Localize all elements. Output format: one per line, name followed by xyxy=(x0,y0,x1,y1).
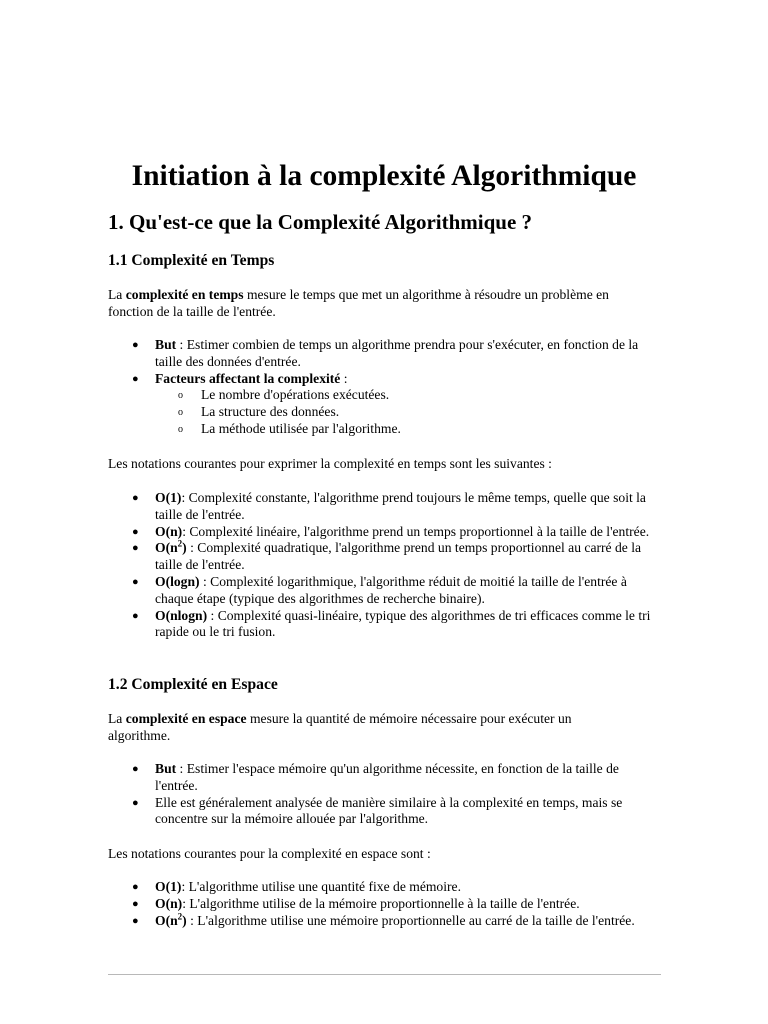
bullet-icon: ● xyxy=(132,796,139,809)
bullet-icon: ● xyxy=(132,609,139,622)
time-complexity-intro: La complexité en temps mesure le temps que met un algorithme à résoudre un problème en fonction de la taille de l'entrée. xyxy=(108,287,609,319)
time-notations-intro: Les notations courantes pour exprimer la complexité en temps sont les suivantes : xyxy=(108,456,552,471)
bullet-icon: ● xyxy=(132,575,139,588)
bullet-icon: ● xyxy=(132,542,139,555)
section-1-2-heading: 1.2 Complexité en Espace xyxy=(108,676,278,693)
list-item: ● $O(n^2)$ : Complexité quadratique, l'algorithme prend un temps proportionnel au carré de la taille de l'entrée. xyxy=(132,538,642,573)
page-title: Initiation à la complexité Algorithmique xyxy=(131,160,637,192)
sublist-item: o La méthode utilisée par l'algorithme. xyxy=(201,421,655,438)
bullet-icon: ● xyxy=(132,763,139,775)
bullet-icon: ● xyxy=(132,492,139,504)
list-item: ● O(n): L'algorithme utilise de la mémoire proportionnelle à la taille de l'entrée. xyxy=(132,895,580,911)
list-item: ● O(nlogn) : Complexité quasi-linéaire, typique des algorithmes de tri efficaces comme le tri rapide ou le tri fusion. xyxy=(132,607,651,640)
section-1-heading: 1. Qu'est-ce que la Complexité Algorithmique ? xyxy=(108,210,533,234)
time-notations-list xyxy=(132,490,655,641)
space-notations-intro: Les notations courantes pour la complexité en espace sont : xyxy=(108,846,431,861)
circle-bullet-icon: o xyxy=(178,407,183,419)
bullet-icon: ● xyxy=(132,525,139,538)
bullet-icon: ● xyxy=(132,372,139,385)
circle-bullet-icon: o xyxy=(178,423,183,435)
circle-bullet-icon: o xyxy=(178,390,183,402)
list-item: ● But : Estimer l'espace mémoire qu'un algorithme nécessite, en fonction de la taille de l'entrée. xyxy=(132,761,619,793)
list-item: ● O(1): L'algorithme utilise une quantité fixe de mémoire. xyxy=(132,879,461,894)
list-item: ● O(1): Complexité constante, l'algorithme prend toujours le même temps, quelle que soit la taille de l'entrée. xyxy=(132,490,646,522)
space-notations-list xyxy=(132,879,655,929)
list-item: ● O(n): Complexité linéaire, l'algorithme prend un temps proportionnel à la taille de l'entrée. xyxy=(132,523,650,539)
bullet-icon: ● xyxy=(132,914,139,927)
list-item: ● Facteurs affectant la complexité : o Le nombre d'opérations exécutées. o La structure des données. o La méthode utilisée par l'algorithme. xyxy=(155,371,655,438)
space-goal-list xyxy=(132,761,655,828)
factors-sublist xyxy=(155,387,655,437)
space-complexity-intro: La complexité en espace mesure la quantité de mémoire nécessaire pour exécuter un algorithme. xyxy=(108,711,572,743)
sublist-item: o La structure des données. xyxy=(201,404,655,421)
time-goal-list xyxy=(132,337,655,438)
list-item: ● But : Estimer combien de temps un algorithme prendra pour s'exécuter, en fonction de la taille des données d'entrée. xyxy=(132,337,639,369)
bullet-icon: ● xyxy=(132,339,139,351)
bullet-icon: ● xyxy=(132,897,139,910)
sublist-item: o Le nombre d'opérations exécutées. xyxy=(201,387,655,404)
bottom-divider xyxy=(108,974,661,975)
list-item: ● $O(n^2)$ : L'algorithme utilise une mémoire proportionnelle au carré de la taille de l'entrée. xyxy=(132,911,635,928)
section-1-1-heading: 1.1 Complexité en Temps xyxy=(108,252,275,269)
list-item: ● O(logn) : Complexité logarithmique, l'algorithme réduit de moitié la taille de l'entrée à chaque étape (typique des algorithmes de recherche binaire). xyxy=(132,573,627,606)
list-item: ● Elle est généralement analysée de manière similaire à la complexité en temps, mais se concentre sur la mémoire allouée par l'algorithme. xyxy=(132,794,623,827)
bullet-icon: ● xyxy=(132,881,139,893)
